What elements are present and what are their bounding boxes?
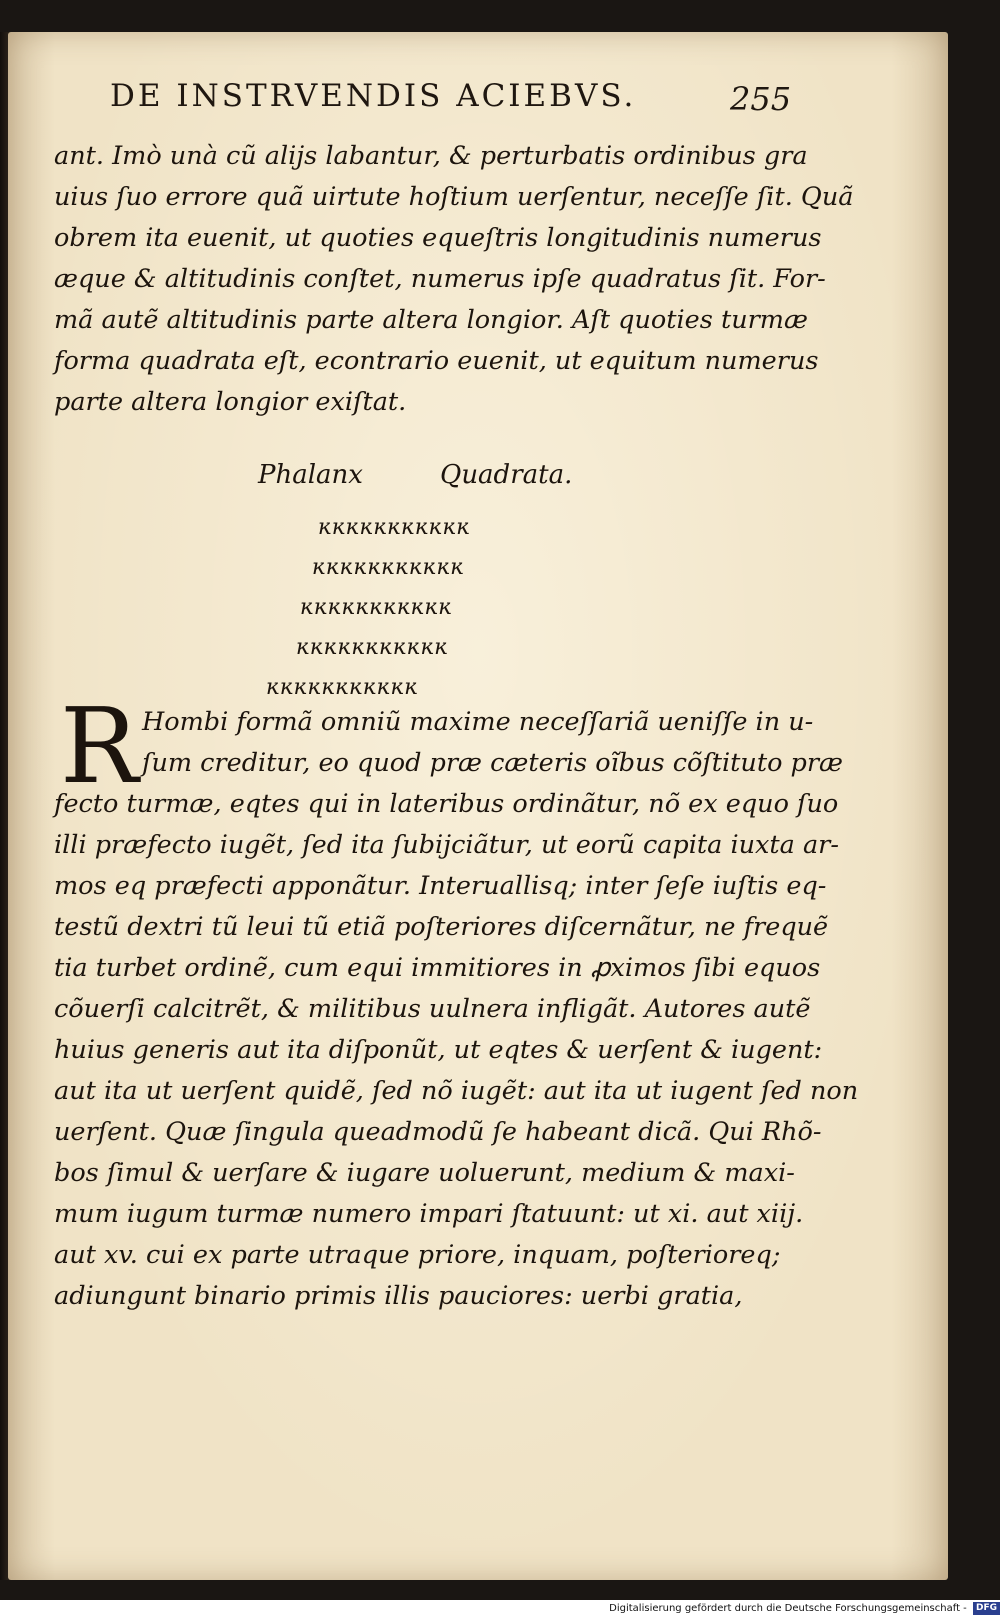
text-line: ant. Imò unà cũ alijs labantur, & perturbatis ordinibus gra bbox=[54, 141, 808, 171]
text-line: testũ dextri tũ leui tũ etiã poſteriores diſcernãtur, ne frequẽ bbox=[54, 912, 829, 942]
text-line: cõuerſi calcitrẽt, & militibus uulnera infligãt. Autores autẽ bbox=[54, 994, 811, 1024]
dfg-logo-icon[interactable]: DFG bbox=[973, 1602, 1000, 1615]
credit-text: Digitalisierung gefördert durch die Deutsche Forschungsgemeinschaft - bbox=[609, 1603, 967, 1614]
text-line: mã autẽ altitudinis parte altera longior. Aſt quoties turmæ bbox=[54, 305, 808, 335]
text-line: parte altera longior exiſtat. bbox=[54, 387, 407, 417]
text-line: aut ita ut uerſent quidẽ, ſed nõ iugẽt: aut ita ut iugent ſed non bbox=[54, 1076, 859, 1106]
drop-cap: R bbox=[60, 685, 139, 807]
text-line: uius ſuo errore quã uirtute hoſtium uerſentur, neceſſe ſit. Quã bbox=[54, 182, 854, 212]
digitization-credit bbox=[520, 1600, 1000, 1617]
diagram-title-right: Quadrata. bbox=[440, 460, 573, 490]
diagram-row: ĸĸĸĸĸĸĸĸĸĸĸ bbox=[318, 515, 471, 540]
text-line: mum iugum turmæ numero impari ſtatuunt: ut xi. aut xiij. bbox=[54, 1199, 804, 1229]
text-line: obrem ita euenit, ut quoties equeſtris longitudinis numerus bbox=[54, 223, 822, 253]
diagram-row: ĸĸĸĸĸĸĸĸĸĸĸ bbox=[296, 635, 449, 660]
text-line: aut xv. cui ex parte utraque priore, inquam, poſterioreq; bbox=[54, 1240, 781, 1270]
page-number: 255 bbox=[730, 80, 792, 118]
phalanx-diagram bbox=[250, 460, 650, 720]
text-line: illi præfecto iugẽt, ſed ita ſubijciãtur, ut eorũ capita iuxta ar- bbox=[54, 830, 839, 860]
text-line: mos eq præfecti apponãtur. Interuallisq; inter ſeſe iuſtis eq- bbox=[54, 871, 827, 901]
text-line: Hombi formã omniũ maxime neceſſariã ueniſſe in u- bbox=[142, 707, 814, 737]
diagram-row: ĸĸĸĸĸĸĸĸĸĸĸ bbox=[312, 555, 465, 580]
diagram-row: ĸĸĸĸĸĸĸĸĸĸĸ bbox=[266, 675, 419, 700]
text-line: bos ſimul & uerſare & iugare uoluerunt, medium & maxi- bbox=[54, 1158, 795, 1188]
text-line: tia turbet ordinẽ, cum equi immitiores in ꝓximos ſibi equos bbox=[54, 953, 821, 983]
diagram-row: ĸĸĸĸĸĸĸĸĸĸĸ bbox=[300, 595, 453, 620]
running-head: DE INSTRVENDIS ACIEBVS. bbox=[110, 78, 637, 114]
text-line: huius generis aut ita diſponũt, ut eqtes & uerſent & iugent: bbox=[54, 1035, 823, 1065]
text-line: uerſent. Quæ ſingula queadmodũ ſe habeant dicã. Qui Rhõ- bbox=[54, 1117, 822, 1147]
text-line: adiungunt binario primis illis pauciores: uerbi gratia, bbox=[54, 1281, 743, 1311]
text-line: fecto turmæ, eqtes qui in lateribus ordinãtur, nõ ex equo ſuo bbox=[54, 789, 839, 819]
text-line: ſum creditur, eo quod præ cæteris oĩbus cõſtituto præ bbox=[142, 748, 844, 778]
diagram-title bbox=[250, 460, 650, 500]
paragraph-1 bbox=[54, 136, 854, 423]
diagram-title-left: Phalanx bbox=[258, 460, 363, 490]
text-line: forma quadrata eſt, econtrario euenit, ut equitum numerus bbox=[54, 346, 819, 376]
text-line: æque & altitudinis conſtet, numerus ipſe quadratus ſit. For- bbox=[54, 264, 826, 294]
